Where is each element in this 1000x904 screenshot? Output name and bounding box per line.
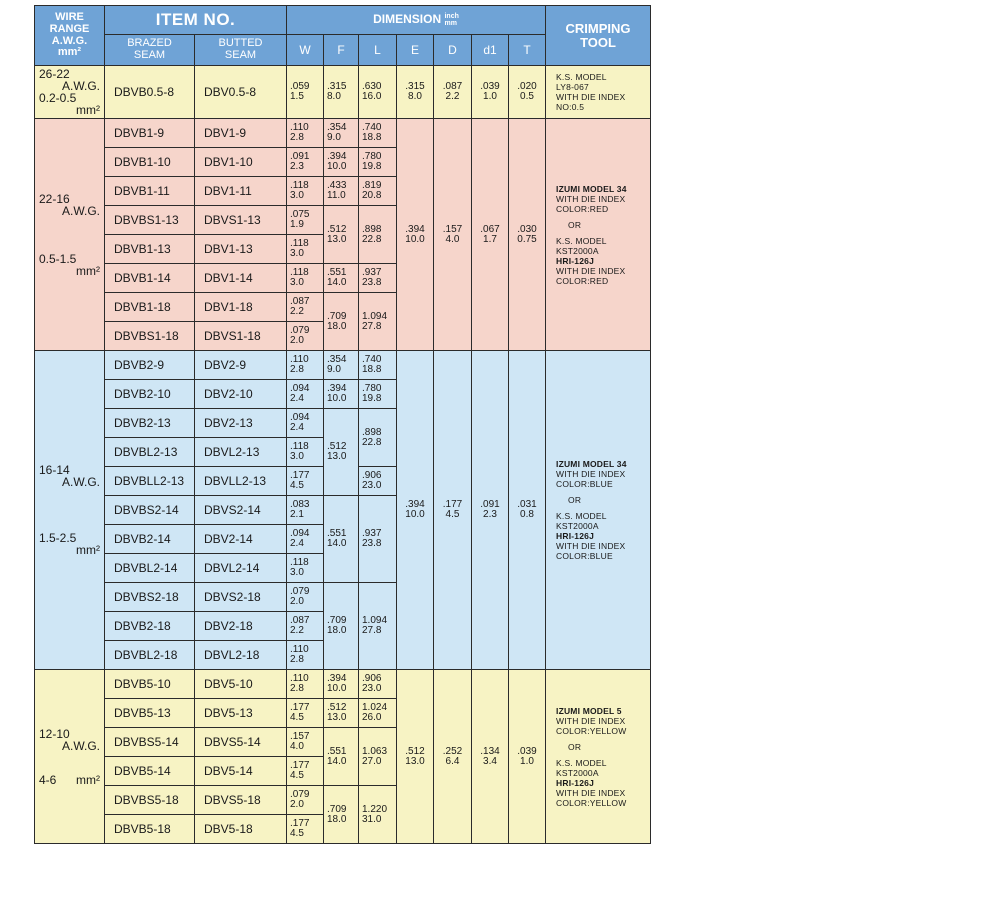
l-value: .937 23.8 [359, 496, 397, 583]
wire-range-cell: 26-22 A.W.G. 0.2-0.5 mm² [35, 66, 105, 119]
w-value: .075 1.9 [287, 206, 324, 235]
l-value: 1.094 27.8 [359, 583, 397, 670]
butted-item: DBVS5-14 [195, 728, 287, 757]
w-value: .177 4.5 [287, 467, 324, 496]
terminal-spec-table [34, 5, 651, 844]
butted-item: DBVL2-18 [195, 641, 287, 670]
butted-item: DBV1-9 [195, 119, 287, 148]
butted-item: DBV2-10 [195, 380, 287, 409]
l-value: .819 20.8 [359, 177, 397, 206]
butted-item: DBV2-14 [195, 525, 287, 554]
col-f-header: F [324, 35, 359, 66]
l-value: .898 22.8 [359, 409, 397, 467]
w-value: .087 2.2 [287, 293, 324, 322]
butted-item: DBVS1-18 [195, 322, 287, 351]
col-l-header: L [359, 35, 397, 66]
e-value: .394 10.0 [397, 119, 434, 351]
l-value: .740 18.8 [359, 119, 397, 148]
butted-item: DBV5-13 [195, 699, 287, 728]
e-value: .394 10.0 [397, 351, 434, 670]
f-value: .512 13.0 [324, 699, 359, 728]
brazed-item: DBVB2-10 [105, 380, 195, 409]
w-value: .079 2.0 [287, 322, 324, 351]
brazed-item: DBVBLL2-13 [105, 467, 195, 496]
brazed-item: DBVBS5-18 [105, 786, 195, 815]
butted-item: DBVLL2-13 [195, 467, 287, 496]
brazed-item: DBVBS1-18 [105, 322, 195, 351]
brazed-item: DBVB1-10 [105, 148, 195, 177]
butted-item: DBV1-10 [195, 148, 287, 177]
butted-item: DBV2-13 [195, 409, 287, 438]
brazed-item: DBVBS1-13 [105, 206, 195, 235]
l-value: .740 18.8 [359, 351, 397, 380]
crimping-tool-header: CRIMPING TOOL [546, 6, 651, 66]
w-value: .118 3.0 [287, 235, 324, 264]
w-value: .091 2.3 [287, 148, 324, 177]
brazed-item: DBVB5-14 [105, 757, 195, 786]
l-value: .937 23.8 [359, 264, 397, 293]
butted-item: DBVS2-14 [195, 496, 287, 525]
f-value: .512 13.0 [324, 409, 359, 496]
brazed-item: DBVB2-13 [105, 409, 195, 438]
f-value: .709 18.0 [324, 293, 359, 351]
butted-item: DBVL2-14 [195, 554, 287, 583]
crimping-tool-cell: K.S. MODEL LY8-067 WITH DIE INDEX NO:0.5 [546, 66, 651, 119]
brazed-item: DBVBS2-14 [105, 496, 195, 525]
l-value: .630 16.0 [359, 66, 397, 119]
butted-item: DBVS2-18 [195, 583, 287, 612]
crimping-tool-cell: IZUMI MODEL 34 WITH DIE INDEX COLOR:RED OR K.S. MODEL KST2000A HRI-126J WITH DIE INDEX COLOR:RED [546, 119, 651, 351]
brazed-item: DBVB2-18 [105, 612, 195, 641]
f-value: .354 9.0 [324, 351, 359, 380]
w-value: .118 3.0 [287, 554, 324, 583]
d-value: .252 6.4 [434, 670, 472, 844]
l-value: .780 19.8 [359, 148, 397, 177]
table-row [35, 66, 651, 119]
brazed-item: DBVBL2-13 [105, 438, 195, 467]
w-value: .110 2.8 [287, 641, 324, 670]
d-value: .177 4.5 [434, 351, 472, 670]
brazed-item: DBVB2-9 [105, 351, 195, 380]
w-value: .083 2.1 [287, 496, 324, 525]
brazed-item: DBVB1-18 [105, 293, 195, 322]
l-value: 1.094 27.8 [359, 293, 397, 351]
w-value: .094 2.4 [287, 380, 324, 409]
col-d-header: D [434, 35, 472, 66]
w-value: .177 4.5 [287, 757, 324, 786]
f-value: .551 14.0 [324, 264, 359, 293]
l-value: 1.063 27.0 [359, 728, 397, 786]
brazed-item: DBVB5-13 [105, 699, 195, 728]
w-value: .118 3.0 [287, 264, 324, 293]
w-value: .177 4.5 [287, 815, 324, 844]
t-value: .030 0.75 [509, 119, 546, 351]
butted-item: DBV0.5-8 [195, 66, 287, 119]
col-w-header: W [287, 35, 324, 66]
d1-value: .067 1.7 [472, 119, 509, 351]
w-value: .079 2.0 [287, 583, 324, 612]
wire-range-cell: 22-16 A.W.G. 0.5-1.5 mm² [35, 119, 105, 351]
f-value: .512 13.0 [324, 206, 359, 264]
f-value: .394 10.0 [324, 670, 359, 699]
f-value: .354 9.0 [324, 119, 359, 148]
l-value: .906 23.0 [359, 670, 397, 699]
w-value: .157 4.0 [287, 728, 324, 757]
l-value: .906 23.0 [359, 467, 397, 496]
table-row [35, 119, 651, 148]
brazed-item: DBVBL2-14 [105, 554, 195, 583]
e-value: .315 8.0 [397, 66, 434, 119]
brazed-item: DBVBS2-18 [105, 583, 195, 612]
wire-range-cell: 16-14 A.W.G. 1.5-2.5 mm² [35, 351, 105, 670]
crimping-tool-cell: IZUMI MODEL 34 WITH DIE INDEX COLOR:BLUE OR K.S. MODEL KST2000A HRI-126J WITH DIE INDEX COLOR:BLUE [546, 351, 651, 670]
w-value: .110 2.8 [287, 670, 324, 699]
w-value: .110 2.8 [287, 351, 324, 380]
brazed-item: DBVB5-10 [105, 670, 195, 699]
f-value: .394 10.0 [324, 148, 359, 177]
f-value: .315 8.0 [324, 66, 359, 119]
butted-item: DBV1-11 [195, 177, 287, 206]
w-value: .087 2.2 [287, 612, 324, 641]
butted-item: DBV5-10 [195, 670, 287, 699]
col-d1-header: d1 [472, 35, 509, 66]
butted-item: DBVS5-18 [195, 786, 287, 815]
brazed-item: DBVB5-18 [105, 815, 195, 844]
w-value: .079 2.0 [287, 786, 324, 815]
brazed-seam-header: BRAZED SEAM [105, 35, 195, 66]
d-value: .087 2.2 [434, 66, 472, 119]
table-row [35, 351, 651, 380]
f-value: .551 14.0 [324, 496, 359, 583]
butted-item: DBV2-18 [195, 612, 287, 641]
f-value: .709 18.0 [324, 786, 359, 844]
butted-item: DBVS1-13 [195, 206, 287, 235]
f-value: .551 14.0 [324, 728, 359, 786]
crimping-tool-cell: IZUMI MODEL 5 WITH DIE INDEX COLOR:YELLOW OR K.S. MODEL KST2000A HRI-126J WITH DIE INDEX COLOR:YELLOW [546, 670, 651, 844]
w-value: .177 4.5 [287, 699, 324, 728]
butted-item: DBV1-14 [195, 264, 287, 293]
w-value: .059 1.5 [287, 66, 324, 119]
l-value: 1.024 26.0 [359, 699, 397, 728]
t-value: .020 0.5 [509, 66, 546, 119]
brazed-item: DBVB1-11 [105, 177, 195, 206]
w-value: .110 2.8 [287, 119, 324, 148]
w-value: .118 3.0 [287, 438, 324, 467]
butted-item: DBV2-9 [195, 351, 287, 380]
table-row [35, 670, 651, 699]
butted-item: DBV1-13 [195, 235, 287, 264]
brazed-item: DBVB2-14 [105, 525, 195, 554]
brazed-item: DBVB0.5-8 [105, 66, 195, 119]
l-value: .780 19.8 [359, 380, 397, 409]
butted-item: DBV5-18 [195, 815, 287, 844]
t-value: .039 1.0 [509, 670, 546, 844]
brazed-item: DBVB1-14 [105, 264, 195, 293]
brazed-item: DBVB1-13 [105, 235, 195, 264]
col-e-header: E [397, 35, 434, 66]
f-value: .394 10.0 [324, 380, 359, 409]
col-t-header: T [509, 35, 546, 66]
f-value: .709 18.0 [324, 583, 359, 670]
l-value: .898 22.8 [359, 206, 397, 264]
e-value: .512 13.0 [397, 670, 434, 844]
butted-item: DBV1-18 [195, 293, 287, 322]
wire-range-header: WIRE RANGE A.W.G. mm² [35, 6, 105, 66]
butted-seam-header: BUTTED SEAM [195, 35, 287, 66]
d-value: .157 4.0 [434, 119, 472, 351]
w-value: .094 2.4 [287, 409, 324, 438]
l-value: 1.220 31.0 [359, 786, 397, 844]
brazed-item: DBVBS5-14 [105, 728, 195, 757]
d1-value: .091 2.3 [472, 351, 509, 670]
brazed-item: DBVBL2-18 [105, 641, 195, 670]
dimension-header: DIMENSION $^{inch mm}$ [287, 6, 546, 35]
brazed-item: DBVB1-9 [105, 119, 195, 148]
t-value: .031 0.8 [509, 351, 546, 670]
item-no-header: ITEM NO. [105, 6, 287, 35]
f-value: .433 11.0 [324, 177, 359, 206]
d1-value: .134 3.4 [472, 670, 509, 844]
w-value: .118 3.0 [287, 177, 324, 206]
w-value: .094 2.4 [287, 525, 324, 554]
d1-value: .039 1.0 [472, 66, 509, 119]
wire-range-cell: 12-10 A.W.G. 4-6 mm² [35, 670, 105, 844]
butted-item: DBVL2-13 [195, 438, 287, 467]
butted-item: DBV5-14 [195, 757, 287, 786]
